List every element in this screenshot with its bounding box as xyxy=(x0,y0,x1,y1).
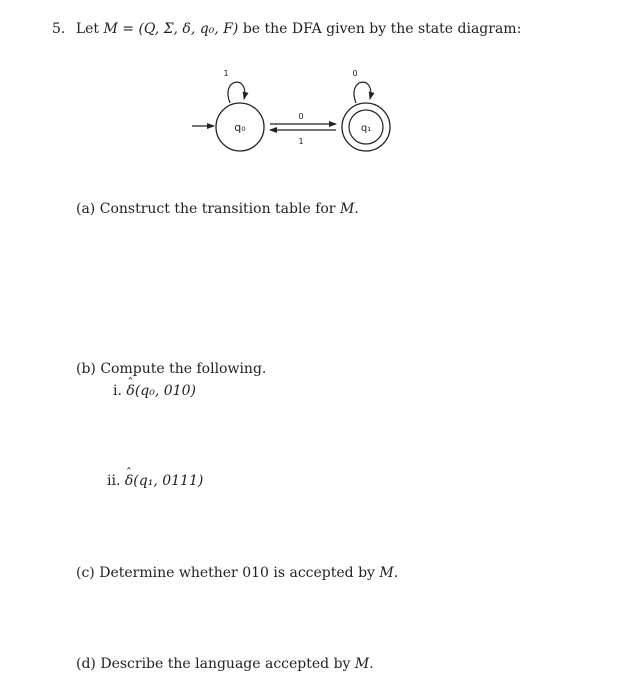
transition-q0-q1-label: 0 xyxy=(298,112,304,121)
part-b-item-i-label: i. xyxy=(113,383,122,399)
part-a-text: Construct the transition table for xyxy=(99,201,336,217)
statement-prefix: Let xyxy=(75,21,100,37)
part-d-label: (d) xyxy=(76,656,96,672)
self-loop-q1-label: 0 xyxy=(352,69,358,78)
part-a xyxy=(76,200,359,218)
part-b-text: Compute the following. xyxy=(100,361,267,377)
part-b xyxy=(76,360,266,378)
part-b-item-ii-args: (q₁, 0111) xyxy=(133,473,204,489)
state-q0-label: q₀ xyxy=(234,121,246,134)
part-c-text: Determine whether 010 is accepted by xyxy=(99,565,375,581)
problem-number: 5. xyxy=(52,21,66,37)
state-q1 xyxy=(342,103,390,151)
part-c-label: (c) xyxy=(76,565,95,581)
part-d xyxy=(76,655,374,673)
part-b-item-ii xyxy=(107,472,203,490)
transition-q1-q0-label: 1 xyxy=(298,137,304,146)
statement-suffix: be the DFA given by the state diagram: xyxy=(242,21,522,37)
transition-q0-q1 xyxy=(270,112,336,124)
part-a-label: (a) xyxy=(76,201,96,217)
dfa-tuple: M = (Q, Σ, δ, q₀, F) xyxy=(103,21,239,37)
part-a-var: M xyxy=(339,201,355,217)
self-loop-q0 xyxy=(223,69,244,103)
part-d-text: Describe the language accepted by xyxy=(100,656,351,672)
part-b-item-i-func: ˆ δ xyxy=(126,382,134,400)
self-loop-q1 xyxy=(352,69,370,103)
part-b-label: (b) xyxy=(76,361,96,377)
state-q1-label: q₁ xyxy=(360,123,372,134)
part-b-item-i xyxy=(113,382,196,400)
part-b-item-i-args: (q₀, 010) xyxy=(134,383,196,399)
part-c-end: . xyxy=(393,565,399,581)
part-d-var: M xyxy=(354,656,370,672)
self-loop-q0-label: 1 xyxy=(223,69,229,78)
part-d-end: . xyxy=(369,656,374,672)
part-b-item-ii-label: ii. xyxy=(107,473,121,489)
transition-q1-q0 xyxy=(270,130,336,146)
state-q0 xyxy=(216,103,264,151)
part-b-item-ii-func: ˆ δ xyxy=(125,472,133,490)
part-c-var: M xyxy=(379,565,394,581)
part-a-end: . xyxy=(354,201,359,217)
part-c xyxy=(76,564,398,582)
